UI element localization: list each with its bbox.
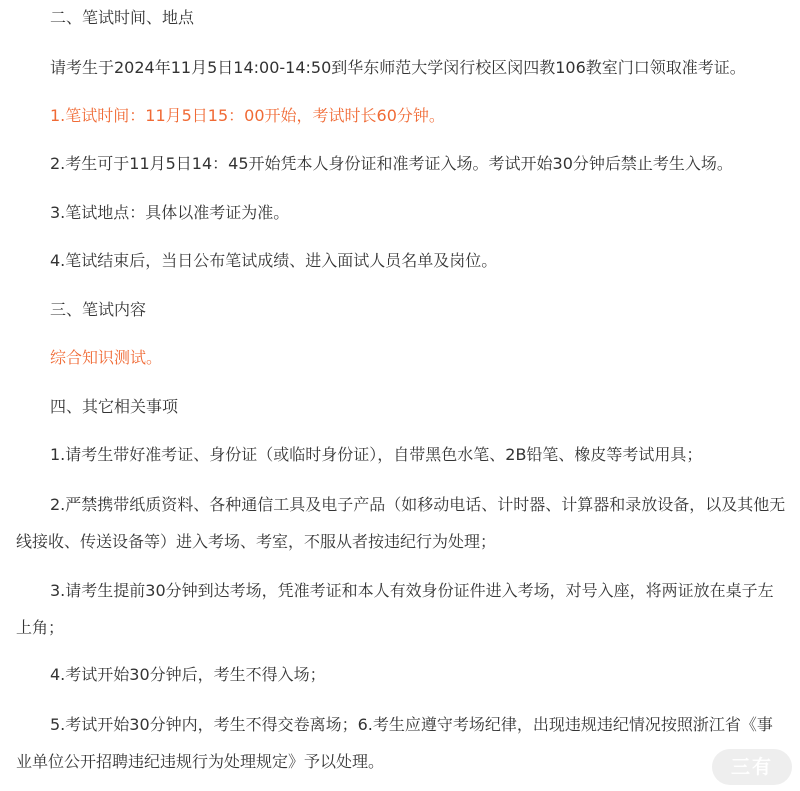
paragraph-late-entry: 4.考试开始30分钟后，考生不得入场； (50, 665, 326, 684)
paragraph-exam-time: 1.笔试时间：11月5日15：00开始，考试时长60分钟。 (50, 106, 445, 125)
paragraph-exam-location: 3.笔试地点：具体以准考证为准。 (50, 203, 290, 222)
paragraph-arrive-early: 3.请考生提前30分钟到达考场，凭准考证和本人有效身份证件进入考场，对号入座，将两证放在桌子左上角； (16, 581, 774, 637)
section-heading-exam-time-place: 二、笔试时间、地点 (50, 8, 195, 27)
paragraph-admission-ticket: 请考生于2024年11月5日14:00-14:50到华东师范大学闵行校区闵四教106教室门口领取准考证。 (50, 58, 746, 77)
watermark-logo: 三有 (712, 749, 792, 785)
paragraph-results: 4.笔试结束后，当日公布笔试成绩、进入面试人员名单及岗位。 (50, 251, 498, 270)
paragraph-discipline: 5.考试开始30分钟内，考生不得交卷离场；6.考生应遵守考场纪律，出现违规违纪情况按照浙江省《事业单位公开招聘违纪违规行为处理规定》予以处理。 (16, 715, 773, 771)
paragraph-entry-time: 2.考生可于11月5日14：45开始凭本人身份证和准考证入场。考试开始30分钟后禁止考生入场。 (50, 154, 733, 173)
section-heading-exam-content: 三、笔试内容 (50, 300, 147, 319)
paragraph-bring-items: 1.请考生带好准考证、身份证（或临时身份证），自带黑色水笔、2B铅笔、橡皮等考试用具； (50, 445, 703, 464)
paragraph-prohibited-items: 2.严禁携带纸质资料、各种通信工具及电子产品（如移动电话、计时器、计算器和录放设备，以及其他无线接收、传送设备等）进入考场、考室，不服从者按违纪行为处理； (16, 495, 786, 551)
paragraph-exam-content: 综合知识测试。 (50, 348, 163, 367)
section-heading-other-matters: 四、其它相关事项 (50, 397, 179, 416)
